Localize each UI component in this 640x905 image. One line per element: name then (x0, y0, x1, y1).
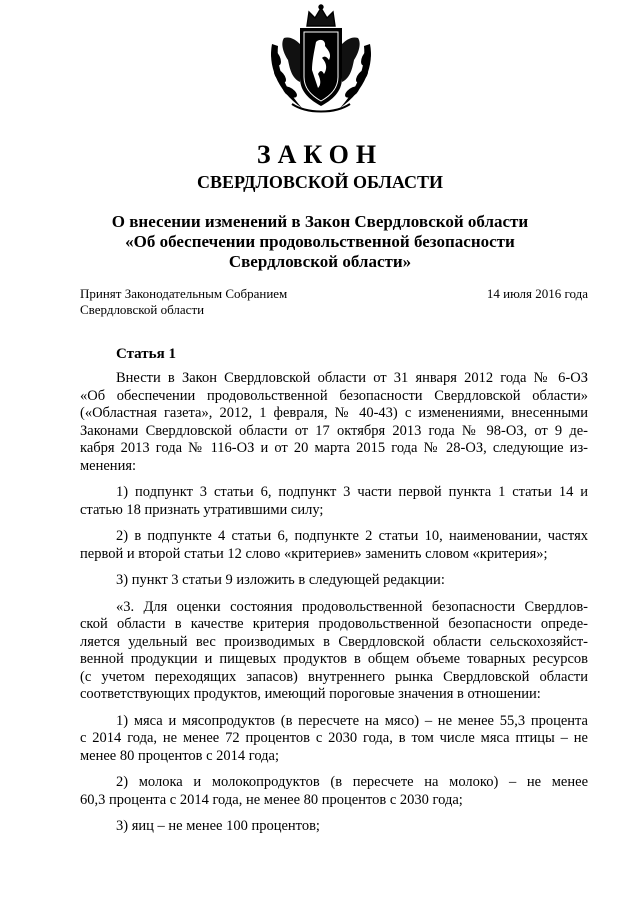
paragraph-line: 3) яиц – не менее 100 процентов; (116, 818, 320, 834)
paragraph-line: 1) подпункт 3 статьи 6, подпункт 3 части первой пункта 1 статьи 14 и (116, 484, 588, 500)
paragraph (80, 774, 588, 809)
paragraph-line: соответствующих продуктов, имеющий пороговые значения в отношении: (80, 686, 541, 702)
paragraph (80, 572, 588, 590)
paragraph-line: менее 80 процентов с 2014 года; (80, 747, 280, 764)
paragraph-line: с 2014 года, не менее 72 процентов с 2030 года, в том числе мяса птицы – не (80, 730, 588, 746)
paragraph-line: первой и второй статьи 12 слово «критериев» заменить словом «критерия»; (80, 545, 548, 562)
law-subtitle (60, 212, 580, 272)
paragraph-line: ляется удельный вес производимых в Свердловской области сельскохозяйст- (80, 633, 588, 650)
region-heading: СВЕРДЛОВСКОЙ ОБЛАСТИ (197, 172, 443, 192)
paragraph-line: кабря 2013 года № 116-ОЗ и от 20 марта 2015 года № 28-ОЗ, следующие из- (80, 440, 588, 456)
paragraph-line: 3) пункт 3 статьи 9 изложить в следующей редакции: (116, 572, 445, 588)
adoption-date: 14 июля 2016 года (486, 286, 588, 301)
law-heading: ЗАКОН (256, 140, 384, 169)
paragraph-line: ской области в качестве критерия продовольственной безопасности опреде- (80, 616, 588, 632)
subtitle-line: Свердловской области» (228, 252, 412, 271)
paragraph-line: 2) в подпункте 4 статьи 6, подпункте 2 статьи 10, наименовании, частях (116, 528, 588, 544)
article-body (80, 370, 588, 845)
paragraph-line: венной продукции и пищевых продуктов в общем объеме товарных ресурсов (80, 651, 588, 667)
article-title: Статья 1 (116, 346, 176, 362)
subtitle-line: «Об обеспечении продовольственной безопасности (125, 232, 515, 251)
paragraph-line: 1) мяса и мясопродуктов (в пересчете на мясо) – не менее 55,3 процента (116, 712, 588, 729)
paragraph (80, 599, 588, 704)
paragraph-line: 60,3 процента с 2014 года, не менее 80 процентов с 2030 года; (80, 791, 463, 808)
adopted-line: Свердловской области (80, 302, 205, 317)
paragraph (80, 484, 588, 519)
paragraph-line: Внести в Закон Свердловской области от 31 января 2012 года № 6-ОЗ (116, 370, 588, 386)
paragraph (80, 818, 588, 836)
paragraph-line: 2) молока и молокопродуктов (в пересчете на молоко) – не менее (116, 774, 588, 790)
paragraph (80, 370, 588, 475)
paragraph (80, 528, 588, 563)
paragraph-line: «Об обеспечении продовольственной безопасности Свердловской области» (80, 387, 588, 404)
adopted-line: Принят Законодательным Собранием (80, 286, 288, 301)
paragraph-line: («Областная газета», 2012, 1 февраля, № 40-43) с изменениями, внесенными (80, 405, 588, 421)
paragraph-line: (с учетом переходящих запасов) внутреннего рынка Свердловской области (80, 668, 588, 685)
paragraph-line: менения: (80, 457, 137, 474)
paragraph-line: «3. Для оценки состояния продовольственной безопасности Свердлов- (116, 598, 588, 615)
paragraph (80, 713, 588, 766)
coat-of-arms-emblem (262, 4, 380, 116)
adopted-by (80, 286, 287, 318)
paragraph-line: Законами Свердловской области от 17 октября 2013 года № 98-ОЗ, от 9 де- (80, 422, 588, 439)
paragraph-line: статью 18 признать утратившими силу; (80, 501, 324, 518)
subtitle-line: О внесении изменений в Закон Свердловской области (111, 212, 529, 231)
